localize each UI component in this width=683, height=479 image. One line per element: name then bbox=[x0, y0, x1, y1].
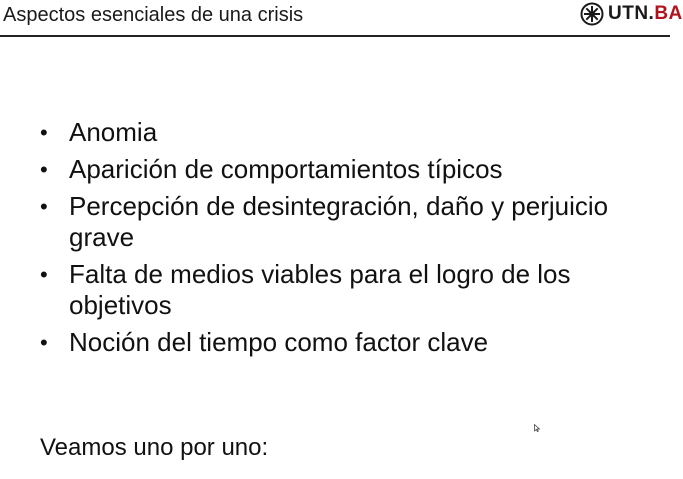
bullet-dot: • bbox=[40, 262, 48, 287]
bullet-item bbox=[40, 259, 670, 321]
utn-logo-text bbox=[608, 2, 683, 26]
bullet-text: Aparición de comportamientos típicos bbox=[69, 154, 503, 184]
bullet-item bbox=[40, 154, 670, 185]
slide-title: Aspectos esenciales de una crisis bbox=[3, 4, 304, 26]
bullet-item bbox=[40, 327, 670, 358]
bullet-text: Percepción de desintegración, daño y perjuicio grave bbox=[69, 191, 609, 252]
bullet-item bbox=[40, 191, 670, 253]
bullet-text: Falta de medios viables para el logro de los objetivos bbox=[69, 259, 571, 320]
bullet-text: Anomia bbox=[69, 117, 158, 147]
utn-logo-text-accent: BA bbox=[654, 3, 683, 24]
bullet-dot: • bbox=[40, 330, 48, 355]
mouse-cursor-icon bbox=[534, 424, 540, 432]
bullet-dot: • bbox=[40, 194, 48, 219]
bullet-item bbox=[40, 117, 670, 148]
utn-logo-text-main: UTN. bbox=[608, 3, 655, 24]
bullet-text: Noción del tiempo como factor clave bbox=[69, 327, 489, 357]
slide-header bbox=[0, 0, 683, 37]
slide-footer-text: Veamos uno por uno: bbox=[40, 434, 269, 461]
bullet-dot: • bbox=[40, 120, 48, 145]
utn-gear-icon bbox=[580, 2, 604, 26]
bullet-list bbox=[40, 117, 670, 364]
bullet-dot: • bbox=[40, 157, 48, 182]
utn-logo bbox=[580, 1, 683, 27]
